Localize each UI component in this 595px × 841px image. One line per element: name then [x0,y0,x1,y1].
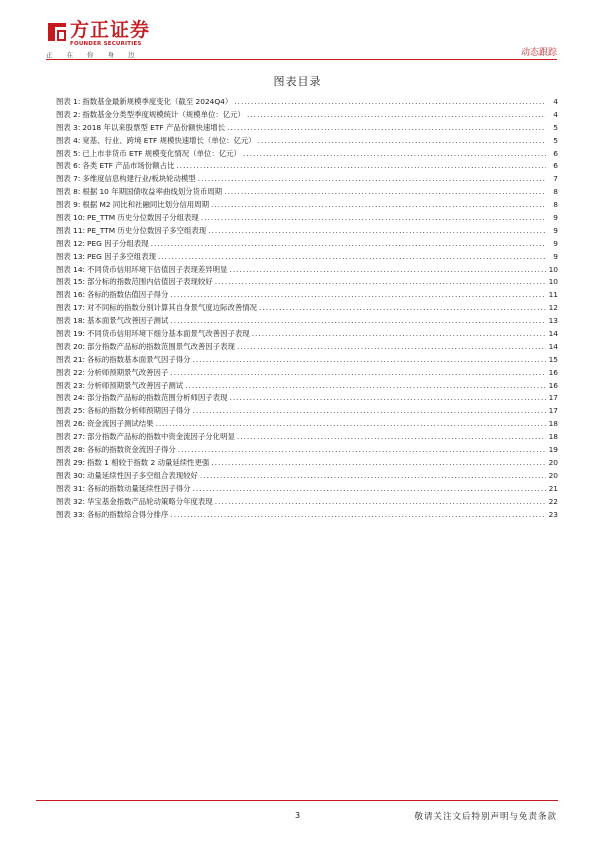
toc-entry[interactable] [56,264,558,277]
toc-entry-title: 多维度信息构建行业/板块轮动模型 [82,174,196,184]
toc-entry-page: 14 [548,329,558,339]
toc-dot-leader [243,148,546,161]
toc-entry-number: 图表 28: [56,445,86,455]
page-header [0,0,595,62]
toc-dot-leader [158,251,546,264]
toc-entry-page: 17 [548,406,558,416]
toc-entry-page: 5 [553,122,558,132]
logo-chinese-name: 方正证券 [70,19,151,41]
toc-entry-number: 图表 8: [56,187,81,197]
toc-dot-leader [224,186,546,199]
toc-dot-leader [200,470,546,483]
toc-entry[interactable] [56,199,558,212]
toc-entry-title: 指数 1 相较于指数 2 动量延续性更强 [87,457,210,467]
toc-entry[interactable] [56,212,558,225]
toc-entry[interactable] [56,289,558,302]
toc-dot-leader [247,109,546,122]
toc-entry[interactable] [56,405,558,418]
toc-entry[interactable] [56,483,558,496]
toc-entry-page: 16 [548,367,558,377]
toc-dot-leader [208,225,546,238]
toc-dot-leader [193,483,546,496]
toc-dot-leader [170,509,546,522]
toc-entry-page: 6 [553,148,558,158]
toc-entry-number: 图表 30: [56,470,86,480]
toc-dot-leader [252,328,546,341]
toc-entry-page: 6 [553,161,558,171]
toc-entry-page: 17 [548,393,558,403]
toc-entry-title: 已上市非货币 ETF 规模变化情况（单位：亿元） [82,148,241,158]
toc-entry-number: 图表 17: [56,303,86,313]
figure-table-of-contents [56,96,558,521]
toc-entry-number: 图表 7: [56,174,81,184]
toc-entry-title: 各标的指数综合得分排序 [87,509,169,519]
toc-entry-number: 图表 21: [56,354,86,364]
toc-entry[interactable] [56,444,558,457]
toc-entry-title: 指数基金最新规模季度变化（截至 2024Q4） [82,97,233,106]
toc-entry-number: 图表 18: [56,316,86,326]
toc-entry-title: 部分指数产品标的指数范围景气改善因子表现 [87,341,235,351]
toc-dot-leader [178,444,546,457]
toc-entry-title: 部分标的指数范围内估值因子表现较好 [87,277,213,287]
toc-entry-title: 根据 10 年期国债收益率曲线划分货币周期 [82,187,223,197]
toc-entry-page: 11 [548,290,558,300]
toc-entry-page: 8 [553,200,558,210]
toc-entry-title: PE_TTM 历史分位数因子多空组表现 [87,225,207,235]
toc-entry-title: 动量延续性因子多空组合表现较好 [87,470,198,480]
toc-entry[interactable] [56,315,558,328]
toc-entry-number: 图表 31: [56,483,86,493]
toc-entry-number: 图表 10: [56,213,86,223]
toc-entry-page: 4 [553,109,558,119]
disclaimer-notice: 敬请关注文后特别声明与免责条款 [414,812,557,822]
toc-entry[interactable] [56,354,558,367]
toc-dot-leader [198,173,546,186]
toc-entry-title: 对不同标的指数分别计算其自身景气度边际改善情况 [87,303,258,313]
toc-entry[interactable] [56,186,558,199]
toc-entry-title: 分析师预期景气改善因子测试 [87,380,184,390]
founder-logo-icon [46,20,68,44]
toc-entry-title: 各标的指数动量延续性因子得分 [87,483,191,493]
toc-dot-leader [258,135,546,148]
toc-entry[interactable] [56,302,558,315]
toc-entry-number: 图表 13: [56,251,86,261]
toc-entry-number: 图表 9: [56,200,81,210]
toc-dot-leader [193,354,546,367]
toc-entry-number: 图表 32: [56,496,86,506]
toc-entry-title: 基本面景气改善因子测试 [87,316,169,326]
toc-entry-number: 图表 11: [56,225,86,235]
toc-entry-title: 部分指数产品标的指数范围分析师因子表现 [87,393,228,403]
toc-entry-page: 8 [553,187,558,197]
toc-entry[interactable] [56,148,558,161]
toc-dot-leader [170,315,546,328]
toc-entry-title: 不同货币信用环境下细分基本面景气改善因子表现 [87,329,250,339]
toc-entry-number: 图表 14: [56,264,86,274]
toc-entry-page: 12 [548,303,558,313]
toc-entry-number: 图表 2: [56,109,81,119]
toc-entry-page: 10 [548,264,558,274]
toc-dot-leader [237,341,546,354]
toc-entry[interactable] [56,431,558,444]
toc-entry[interactable] [56,509,558,522]
toc-entry-page: 5 [553,135,558,145]
toc-entry-title: PE_TTM 历史分位数因子分组表现 [87,213,199,223]
toc-entry[interactable] [56,367,558,380]
toc-entry-page: 7 [553,174,558,184]
toc-dot-leader [201,212,546,225]
toc-dot-leader [259,302,546,315]
toc-entry-title: 华宝基金指数产品轮动策略分年度表现 [87,496,213,506]
toc-entry[interactable] [56,380,558,393]
toc-entry-title: 资金流因子测试结果 [87,419,154,429]
toc-entry-title: 各类 ETF 产品市场份额占比 [82,161,175,171]
toc-entry-number: 图表 27: [56,432,86,442]
toc-entry[interactable] [56,341,558,354]
toc-entry[interactable] [56,496,558,509]
toc-entry-page: 20 [548,470,558,480]
toc-dot-leader [170,289,546,302]
toc-entry-page: 15 [548,354,558,364]
toc-entry-page: 18 [548,432,558,442]
toc-dot-leader [215,276,546,289]
toc-entry-number: 图表 29: [56,457,86,467]
toc-dot-leader [229,392,546,405]
toc-entry-title: 各标的指数分析师预期因子得分 [87,406,191,416]
toc-dot-leader [185,380,546,393]
toc-entry-title: 指数基金分类型季度规模统计（规模单位：亿元） [82,109,245,119]
toc-dot-leader [176,160,546,173]
toc-entry-number: 图表 16: [56,290,86,300]
toc-entry-number: 图表 22: [56,367,86,377]
toc-entry-title: 根据 M2 同比和社融同比划分信用周期 [82,200,209,210]
toc-entry[interactable] [56,238,558,251]
toc-entry-title: 宽基、行业、跨境 ETF 规模快速增长（单位：亿元） [82,135,256,145]
toc-entry-title: 各标的指数基本面景气因子得分 [87,354,191,364]
toc-entry-number: 图表 12: [56,238,86,248]
toc-dot-leader [234,96,546,109]
toc-dot-leader [215,496,546,509]
toc-entry-title: 2018 年以来股票型 ETF 产品份额快速增长 [82,122,226,132]
toc-entry-title: PEG 因子分组表现 [87,238,149,248]
report-type-label: 动态跟踪 [520,48,557,58]
header-divider [46,59,557,60]
toc-entry-title: 分析师预期景气改善因子 [87,367,169,377]
footer-divider [36,800,558,801]
toc-entry-page: 23 [548,509,558,519]
toc-entry-title: 各标的指数估值因子得分 [87,290,169,300]
toc-entry-page: 9 [553,213,558,223]
toc-entry[interactable] [56,418,558,431]
toc-dot-leader [156,418,546,431]
toc-entry-title: 各标的指数资金流因子得分 [87,445,176,455]
toc-entry-page: 9 [553,251,558,261]
toc-dot-leader [229,264,546,277]
toc-entry-number: 图表 23: [56,380,86,390]
toc-title: 图表目录 [273,75,322,88]
toc-entry[interactable] [56,457,558,470]
toc-entry[interactable] [56,392,558,405]
toc-entry[interactable] [56,470,558,483]
toc-dot-leader [211,199,546,212]
toc-dot-leader [211,457,546,470]
toc-dot-leader [227,122,546,135]
toc-entry-number: 图表 26: [56,419,86,429]
toc-entry[interactable] [56,122,558,135]
toc-entry[interactable] [56,96,558,109]
toc-entry[interactable] [56,109,558,122]
toc-entry-page: 19 [548,445,558,455]
toc-entry-number: 图表 19: [56,329,86,339]
toc-entry-title: PEG 因子多空组表现 [87,251,156,261]
toc-entry[interactable] [56,251,558,264]
toc-dot-leader [237,431,546,444]
toc-entry-page: 9 [553,238,558,248]
toc-entry-number: 图表 20: [56,341,86,351]
toc-entry[interactable] [56,276,558,289]
company-logo [46,18,176,60]
toc-entry-number: 图表 25: [56,406,86,416]
toc-entry-number: 图表 3: [56,122,81,132]
toc-entry-page: 9 [553,225,558,235]
toc-dot-leader [193,405,546,418]
toc-entry[interactable] [56,135,558,148]
toc-entry[interactable] [56,225,558,238]
toc-entry-number: 图表 1: [56,97,81,106]
toc-entry-number: 图表 4: [56,135,81,145]
toc-entry-page: 21 [548,483,558,493]
toc-entry-title: 部分指数产品标的指数中资金流因子分化明显 [87,432,235,442]
toc-entry-page: 10 [548,277,558,287]
toc-entry-number: 图表 24: [56,393,86,403]
toc-dot-leader [170,367,546,380]
toc-entry-title: 不同货币信用环境下估值因子表现差异明显 [87,264,228,274]
toc-entry-number: 图表 5: [56,148,81,158]
toc-entry-page: 16 [548,380,558,390]
toc-entry-page: 18 [548,419,558,429]
toc-dot-leader [151,238,546,251]
toc-entry-page: 14 [548,341,558,351]
toc-entry-page: 4 [553,97,558,106]
toc-entry-page: 20 [548,457,558,467]
toc-entry[interactable] [56,160,558,173]
toc-entry-number: 图表 6: [56,161,81,171]
company-slogan: 正在你身边 [46,51,149,59]
toc-entry[interactable] [56,328,558,341]
toc-entry-page: 13 [548,316,558,326]
toc-entry[interactable] [56,173,558,186]
page-number: 3 [294,811,301,820]
logo-english-name: FOUNDER SECURITIES [70,41,142,47]
toc-entry-number: 图表 33: [56,509,86,519]
toc-entry-page: 22 [548,496,558,506]
toc-entry-number: 图表 15: [56,277,86,287]
